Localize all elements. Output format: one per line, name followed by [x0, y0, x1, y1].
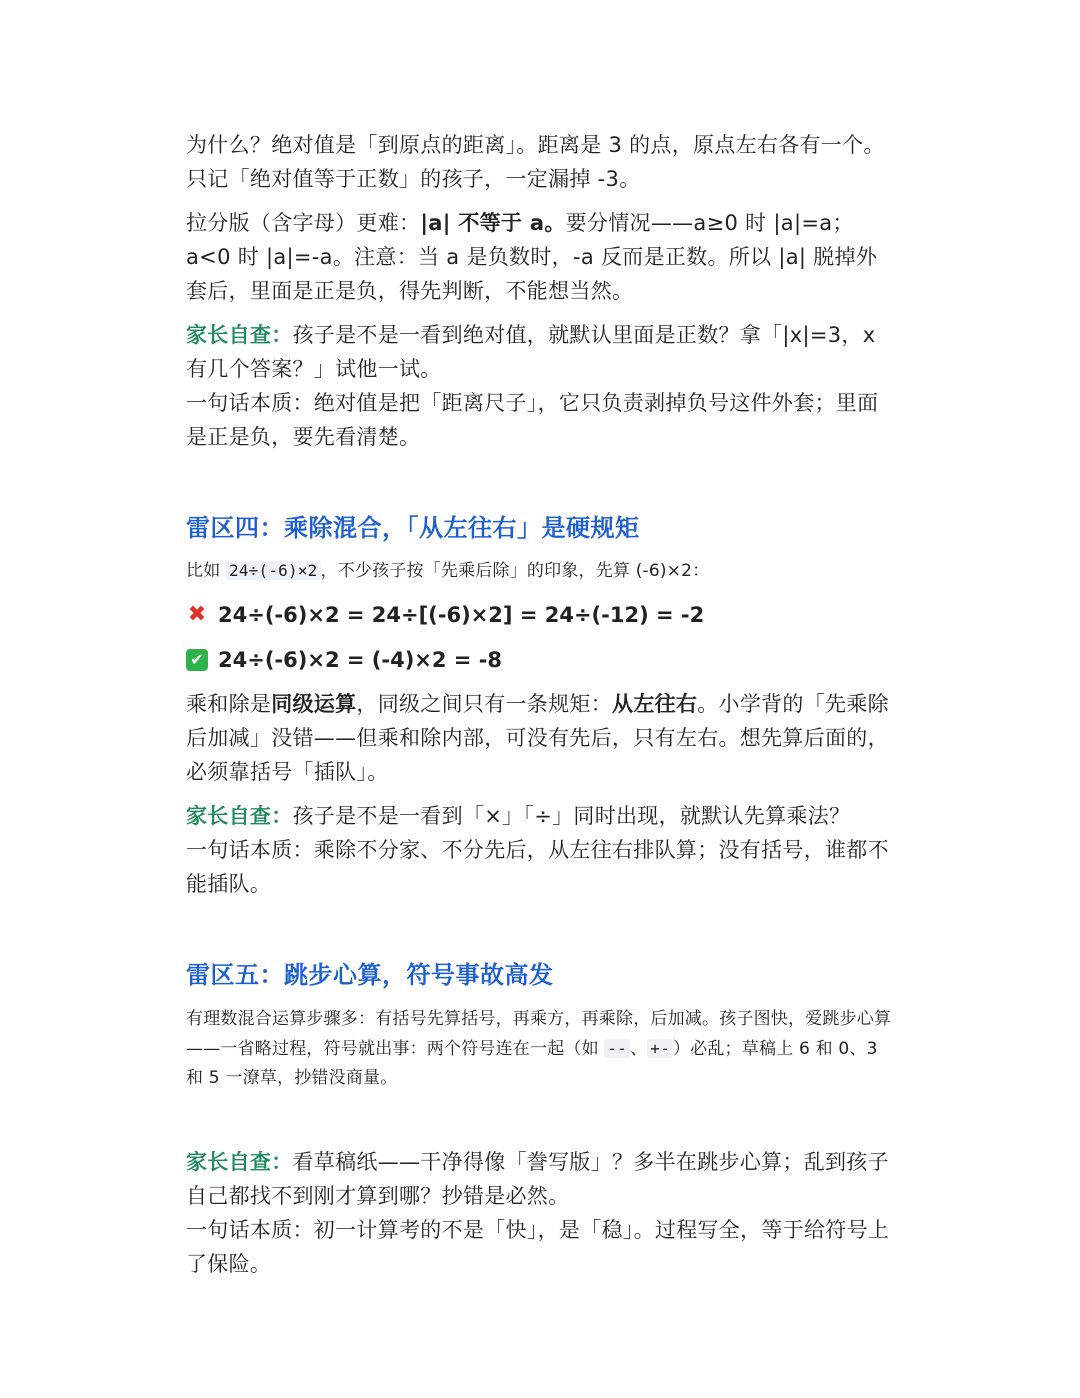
parent-check-label: 家长自查： — [186, 323, 293, 347]
bold-text: 从左往右 — [612, 692, 698, 716]
wrong-formula — [186, 598, 896, 632]
paragraph — [186, 206, 896, 308]
paragraph: 为什么？绝对值是「到原点的距离」。距离是 3 的点，原点左右各有一个。只记「绝对值等于正数」的孩子，一定漏掉 -3。 — [186, 133, 885, 191]
formula-text: 24÷(-6)×2 = (-4)×2 = -8 — [218, 648, 503, 672]
text: 乘和除是 — [186, 692, 272, 716]
essence-line: 一句话本质：乘除不分家、不分先后，从左往右排队算；没有括号，谁都不能插队。 — [186, 838, 889, 896]
paragraph — [186, 687, 896, 789]
formula-text: 24÷(-6)×2 = 24÷[(-6)×2] = 24÷(-12) = -2 — [218, 603, 705, 627]
right-formula — [186, 643, 896, 677]
essence-line: 一句话本质：初一计算考的不是「快」，是「稳」。过程写全，等于给符号上了保险。 — [186, 1218, 890, 1276]
parent-check-text: 看草稿纸——干净得像「誊写版」？多半在跳步心算；乱到孩子自己都找不到刚才算到哪？抄错是必然。 — [186, 1150, 889, 1208]
cross-mark-icon: ✖ — [187, 602, 207, 627]
paragraph — [186, 1005, 896, 1093]
text: ，不少孩子按「先乘后除」的印象，先算 (-6)×2： — [320, 561, 710, 581]
text: 要分情况——a≥0 时 |a|=a；a<0 时 |a|=-a。注意：当 a 是负数时，-a 反而是正数。所以 |a| 脱掉外套后，里面是正是负，得先判断，不能想当然。 — [186, 211, 878, 303]
bold-text: |a| 不等于 a。 — [420, 211, 566, 235]
text: ，同级之间只有一条规矩： — [356, 692, 613, 716]
text: 、 — [630, 1039, 648, 1059]
parent-check — [186, 799, 896, 833]
intro-text — [186, 556, 896, 586]
parent-check — [186, 318, 896, 386]
text: 有理数混合运算步骤多：有括号先算括号，再乘方，再乘除，后加减。孩子图快，爱跳步心算——一省略过程，符号就出事：两个符号连在一起（如 — [186, 1009, 892, 1059]
text: 。小学背的「先乘除后加减」没错——但乘和除内部，可没有先后，只有左右。想先算后面的，必须靠括号「插队」。 — [186, 692, 889, 784]
parent-check-label: 家长自查： — [186, 804, 293, 828]
parent-check-text: 孩子是不是一看到「×」「÷」同时出现，就默认先算乘法？ — [292, 804, 851, 828]
inline-code: -- — [604, 1039, 630, 1058]
text: ）必乱；草稿上 6 和 0、3 和 5 一潦草，抄错没商量。 — [186, 1039, 878, 1088]
parent-check-text: 孩子是不是一看到绝对值，就默认里面是正数？拿「|x|=3，x 有几个答案？」试他一试。 — [186, 323, 876, 381]
article-body — [186, 128, 896, 1281]
text: 拉分版（含字母）更难： — [186, 211, 421, 235]
essence-line: 一句话本质：绝对值是把「距离尺子」，它只负责剥掉负号这件外套；里面是正是负，要先看清楚。 — [186, 391, 879, 449]
inline-code: +- — [647, 1039, 673, 1058]
text: 比如 — [186, 561, 227, 581]
check-mark-icon: ✔ — [186, 649, 208, 671]
inline-code: 24÷(-6)×2 — [226, 561, 321, 580]
section-heading: 雷区五：跳步心算，符号事故高发 — [186, 961, 554, 989]
section-heading: 雷区四：乘除混合，「从左往右」是硬规矩 — [186, 514, 640, 542]
parent-check — [186, 1145, 896, 1213]
parent-check-label: 家长自查： — [186, 1150, 293, 1174]
bold-text: 同级运算 — [271, 692, 357, 716]
